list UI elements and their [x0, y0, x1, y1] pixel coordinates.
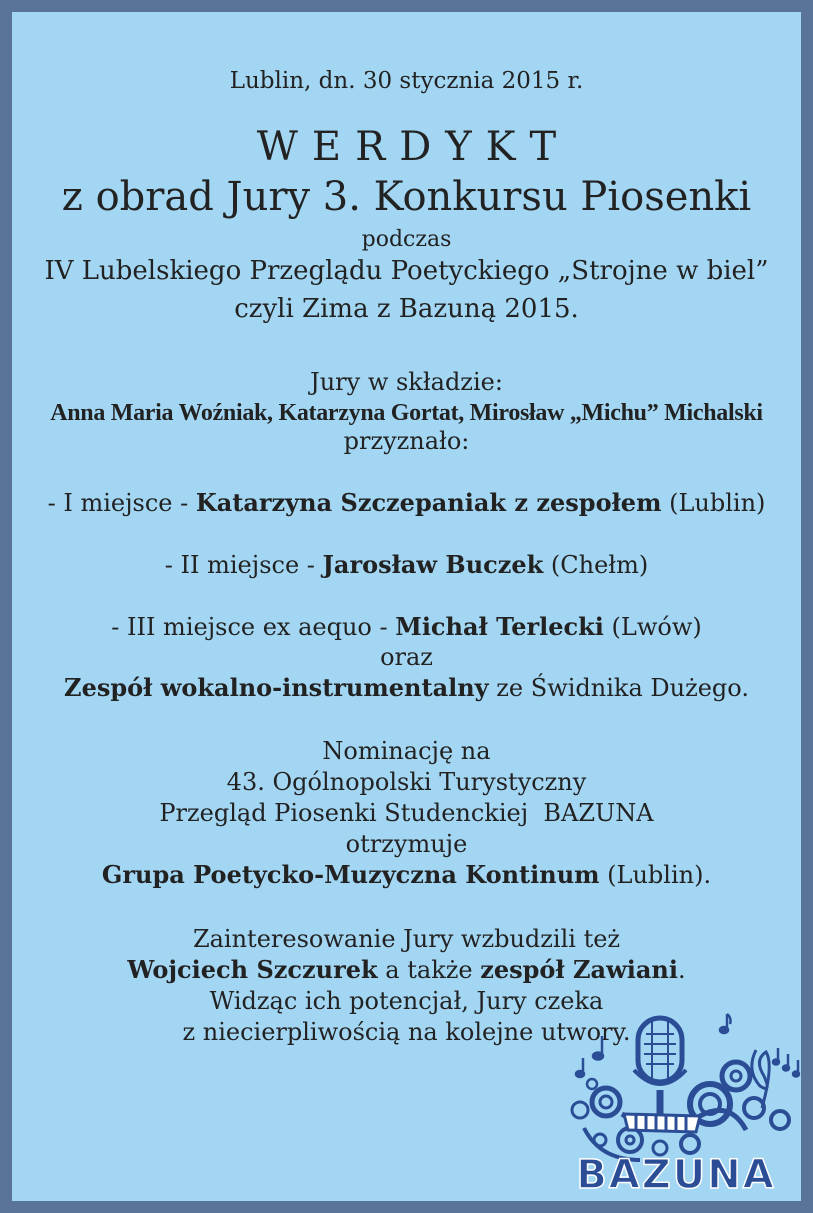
- second-place-winner: Jarosław Buczek: [322, 550, 544, 579]
- third-place-band-origin: ze Świdnika Dużego.: [488, 674, 749, 702]
- event-name-line2: czyli Zima z Bazuną 2015.: [234, 294, 579, 324]
- event-name-line1: IV Lubelskiego Przeglądu Poetyckiego „Strojne w biel”: [44, 256, 769, 286]
- music-notes-icon: [576, 1014, 799, 1108]
- interest-mid: a także: [377, 956, 481, 984]
- document-title: WERDYKT: [256, 124, 571, 170]
- nomination-line1: Nominację na: [322, 737, 491, 765]
- third-place-prefix: - III miejsce ex aequo -: [111, 613, 396, 641]
- first-place-prefix: - I miejsce -: [47, 489, 196, 517]
- document-date: Lublin, dn. 30 stycznia 2015 r.: [229, 68, 584, 94]
- first-place-winner: Katarzyna Szczepaniak z zespołem: [195, 488, 662, 517]
- second-place-prefix: - II miejsce -: [164, 551, 323, 579]
- first-place-city: (Lublin): [661, 489, 766, 517]
- third-place-winner: Michał Terlecki: [395, 612, 604, 641]
- document-subtitle: z obrad Jury 3. Konkursu Piosenki: [61, 174, 752, 220]
- interest-end: .: [677, 956, 686, 984]
- podczas-text: podczas: [361, 227, 452, 252]
- second-place: [12, 550, 801, 580]
- interest-name1: Wojciech Szczurek: [127, 955, 378, 984]
- second-place-city: (Chełm): [543, 551, 649, 579]
- interest-line1: Zainteresowanie Jury wzbudzili też: [192, 925, 621, 953]
- third-place-second-winner: [12, 673, 801, 703]
- piano-keys-decoration: [624, 1114, 700, 1132]
- nomination-winner: [12, 860, 801, 890]
- verdict-document: [12, 12, 801, 1201]
- logo-text: BAZUNA: [576, 1152, 776, 1196]
- jury-awarded: przyznało:: [343, 427, 470, 455]
- interest-line4: z niecierpliwością na kolejne utwory.: [182, 1018, 631, 1046]
- microphone-icon: [634, 1018, 686, 1118]
- third-place-band: Zespół wokalno-instrumentalny: [64, 673, 489, 702]
- bazuna-logo: [540, 990, 801, 1196]
- nomination-line3: Przegląd Piosenki Studenckiej BAZUNA: [159, 799, 654, 827]
- interest-line3: Widząc ich potencjał, Jury czeka: [209, 987, 604, 1015]
- third-place-city: (Lwów): [603, 613, 702, 641]
- oraz-text: oraz: [380, 643, 433, 671]
- third-place: [12, 612, 801, 642]
- interest-name2: zespół Zawiani: [480, 955, 678, 984]
- nomination-winner-city: (Lublin).: [599, 861, 712, 889]
- nomination-line4: otrzymuje: [345, 830, 468, 858]
- jury-members: Anna Maria Woźniak, Katarzyna Gortat, Mirosław „Michu” Michalski: [50, 400, 763, 426]
- first-place: [12, 488, 801, 518]
- nomination-line2: 43. Ogólnopolski Turystyczny: [226, 768, 587, 796]
- nomination-winner-name: Grupa Poetycko-Muzyczna Kontinum: [101, 860, 600, 889]
- jury-heading: Jury w składzie:: [310, 368, 503, 396]
- interest-line2: [12, 955, 801, 985]
